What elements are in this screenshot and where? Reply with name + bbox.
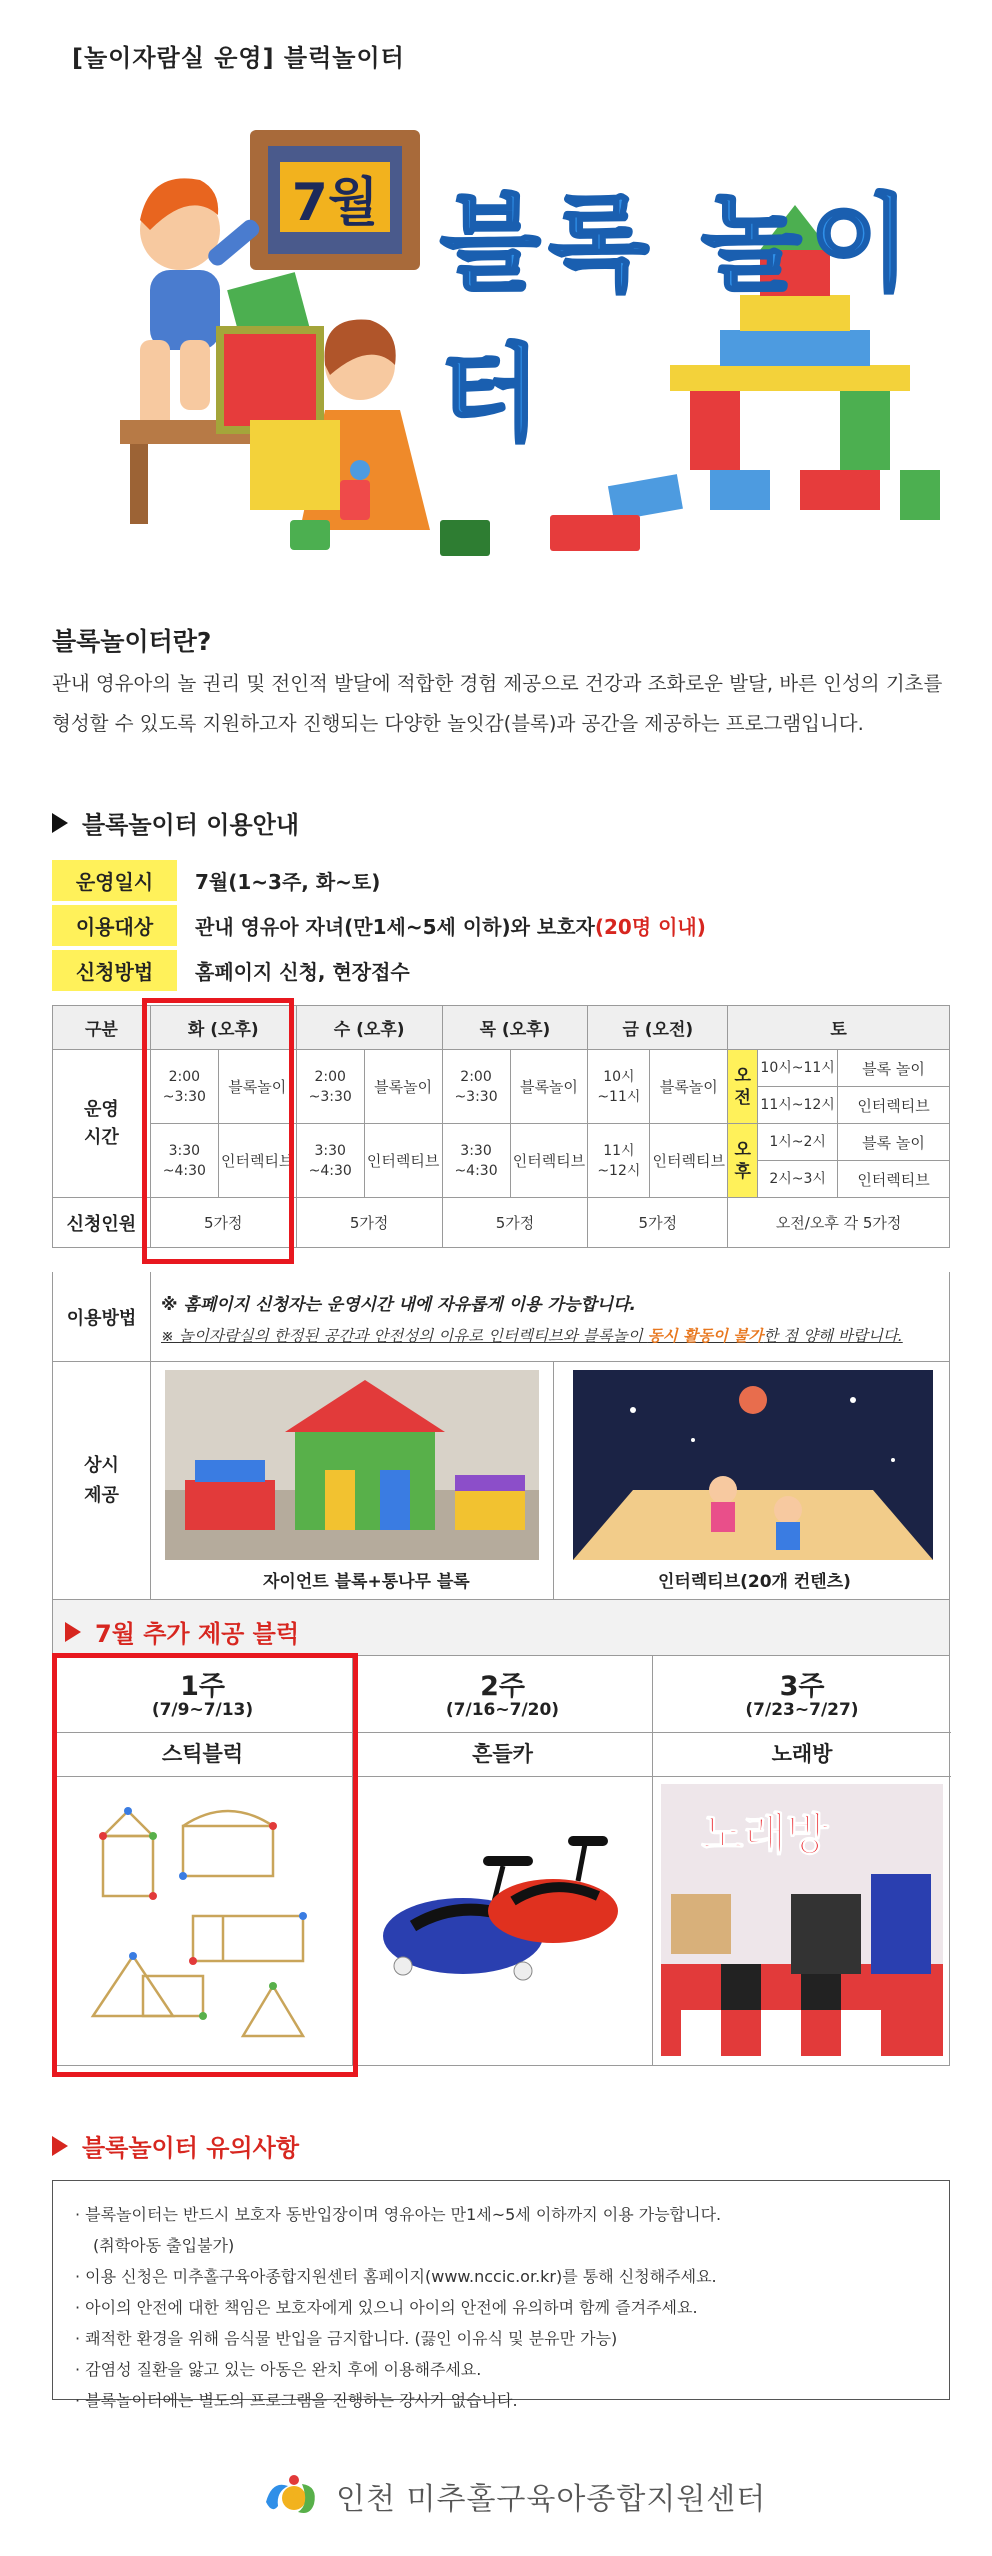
- list-item: · 블록놀이터는 반드시 보호자 동반입장이며 영유아는 만1세~5세 이하까지 이용 가능합니다.: [75, 2199, 949, 2230]
- header-cell: 수 (오후): [296, 1006, 442, 1050]
- karaoke-sign: 노래방: [701, 1809, 829, 1860]
- time-cell: 3:30 ~4:30: [296, 1124, 364, 1198]
- caution-heading: [52, 2128, 299, 2163]
- week-3-column: [653, 1656, 951, 2066]
- capacity-cell: 5가정: [296, 1198, 442, 1248]
- hero-headline: 블록 놀이터: [440, 183, 919, 455]
- info-accent: (20명 이내): [594, 915, 706, 939]
- usage-notes: [52, 1272, 950, 1362]
- guide-heading: [52, 805, 299, 840]
- week-dates: (7/9~7/13): [151, 1700, 254, 1720]
- extra-heading: [65, 1614, 299, 1649]
- info-row-apply: [52, 950, 410, 991]
- row-label: 상시 제공: [53, 1362, 151, 1599]
- activity-cell: 블록놀이: [218, 1050, 296, 1124]
- divider: [653, 1732, 951, 1733]
- time-cell: 2:00 ~3:30: [296, 1050, 364, 1124]
- guide-heading-text: 블록놀이터 이용안내: [82, 811, 300, 839]
- activity-cell: 인터렉티브: [838, 1161, 950, 1198]
- list-item: · 이용 신청은 미추홀구육아종합지원센터 홈페이지(www.nccic.or.kr)를 통해 신청해주세요.: [75, 2261, 949, 2292]
- activity-cell: 블록놀이: [364, 1050, 442, 1124]
- info-value: 7월(1~3주, 화~토): [195, 870, 381, 894]
- header-cell: 금 (오전): [588, 1006, 728, 1050]
- intro-title: 블록놀이터란?: [52, 627, 212, 656]
- week-block-name: 노래방: [771, 1742, 833, 1766]
- extra-heading-text: 7월 추가 제공 블럭: [95, 1620, 300, 1648]
- activity-cell: 인터렉티브: [650, 1124, 728, 1198]
- caution-list: [53, 2181, 949, 2416]
- list-item: · 감염성 질환을 앓고 있는 아동은 완치 후에 이용해주세요.: [75, 2354, 949, 2385]
- triangle-bullet-icon: [52, 2136, 68, 2156]
- tuesday-highlight-box: [142, 998, 294, 1264]
- time-cell: 3:30 ~4:30: [442, 1124, 510, 1198]
- activity-cell: 블록놀이: [510, 1050, 588, 1124]
- time-cell: 11시 ~12시: [588, 1124, 650, 1198]
- header-cell: 구분: [53, 1006, 151, 1050]
- activity-cell: 인터렉티브: [510, 1124, 588, 1198]
- info-value: 홈페이지 신청, 현장접수: [195, 960, 410, 984]
- time-cell: 11시~12시: [758, 1087, 838, 1124]
- time-cell: 10시~11시: [758, 1050, 838, 1087]
- activity-cell: 인터렉티브: [364, 1124, 442, 1198]
- info-row-hours: [52, 860, 380, 901]
- row-label: 운영 시간: [53, 1050, 151, 1198]
- header-cell: 목 (오후): [442, 1006, 588, 1050]
- note-highlight: 동시 활동이 불가: [647, 1327, 764, 1345]
- capacity-cell: 오전/오후 각 5가정: [728, 1198, 950, 1248]
- week-dates: (7/16~7/20): [445, 1700, 560, 1720]
- divider: [353, 1776, 652, 1777]
- divider: [653, 1776, 951, 1777]
- caution-heading-text: 블록놀이터 유의사항: [82, 2134, 300, 2162]
- week-block-name: 흔들카: [472, 1742, 533, 1766]
- usage-note: ※ 홈페이지 신청자는 운영시간 내에 자유롭게 이용 가능합니다.: [161, 1295, 636, 1315]
- capacity-cell: 5가정: [588, 1198, 728, 1248]
- week-label: 2주: [480, 1671, 525, 1702]
- capacity-cell: 5가정: [442, 1198, 588, 1248]
- time-cell: 2:00 ~3:30: [150, 1050, 218, 1124]
- week-label: 1주: [180, 1671, 225, 1702]
- time-cell: 10시 ~11시: [588, 1050, 650, 1124]
- info-value: 관내 영유아 자녀(만1세~5세 이하)와 보호자: [195, 915, 595, 939]
- note-text: 한 점 양해 바랍니다.: [763, 1327, 903, 1345]
- week-label: 3주: [779, 1671, 825, 1702]
- am-label: 오 전: [728, 1050, 758, 1124]
- time-cell: 2시~3시: [758, 1161, 838, 1198]
- footer: [258, 2472, 766, 2520]
- activity-cell: 블록놀이: [650, 1050, 728, 1124]
- giant-block-photo: [165, 1370, 539, 1560]
- interactive-photo: [573, 1370, 933, 1560]
- time-cell: 1시~2시: [758, 1124, 838, 1161]
- interactive-caption: 인터렉티브(20개 컨텐츠): [658, 1572, 851, 1592]
- list-item: (취학아동 출입불가): [93, 2236, 235, 2255]
- time-cell: 3:30 ~4:30: [150, 1124, 218, 1198]
- caution-box: [52, 2180, 950, 2410]
- capacity-cell: 5가정: [150, 1198, 296, 1248]
- intro-body: 관내 영유아의 놀 권리 및 전인적 발달에 적합한 경험 제공으로 건강과 조화로운 발달, 바른 인성의 기초를 형성할 수 있도록 지원하고자 진행되는 다양한 놀잇감(블록)과 공간을 제공하는 프로그램입니다.: [52, 672, 943, 735]
- activity-cell: 인터렉티브: [838, 1087, 950, 1124]
- always-provided: [52, 1362, 950, 1600]
- list-item: · 블록놀이터에는 별도의 프로그램을 진행하는 강사가 없습니다.: [75, 2385, 949, 2416]
- activity-cell: 블록 놀이: [838, 1124, 950, 1161]
- header-cell: 화 (오후): [150, 1006, 296, 1050]
- row-label: 이용방법: [53, 1272, 151, 1361]
- activity-cell: 인터렉티브: [218, 1124, 296, 1198]
- karaoke-photo: [661, 1784, 943, 2056]
- week-block-name: 스틱블럭: [161, 1742, 244, 1766]
- swing-car-illustration: [373, 1826, 633, 2006]
- usage-note-warning: [161, 1324, 903, 1346]
- org-name: 인천 미추홀구육아종합지원센터: [336, 2482, 767, 2517]
- note-text: ※ 놀이자람실의 한정된 공간과 안전성의 이유로 인터렉티브와 블록놀이: [161, 1327, 648, 1345]
- info-row-target: [52, 905, 706, 946]
- triangle-bullet-icon: [65, 1622, 81, 1642]
- week1-highlight-box: [52, 1653, 358, 2077]
- page-title: [놀이자람실 운영] 블럭놀이터: [72, 44, 405, 72]
- divider: [553, 1362, 554, 1599]
- month-badge: 7월: [280, 162, 390, 232]
- divider: [353, 1732, 652, 1733]
- info-label: 신청방법: [52, 950, 177, 991]
- hero-banner: [110, 120, 950, 600]
- giant-block-caption: 자이언트 블록+통나무 블록: [263, 1572, 470, 1592]
- week-2-column: [353, 1656, 653, 2066]
- center-logo-icon: [258, 2472, 322, 2520]
- info-label: 운영일시: [52, 860, 177, 901]
- info-label: 이용대상: [52, 905, 177, 946]
- header-cell: 토: [728, 1006, 950, 1050]
- list-item: · 쾌적한 환경을 위해 음식물 반입을 금지합니다. (끓인 이유식 및 분유만 가능): [75, 2323, 949, 2354]
- pm-label: 오 후: [728, 1124, 758, 1198]
- time-cell: 2:00 ~3:30: [442, 1050, 510, 1124]
- row-label: 신청인원: [53, 1198, 151, 1248]
- list-item: · 아이의 안전에 대한 책임은 보호자에게 있으니 아이의 안전에 유의하며 함께 즐겨주세요.: [75, 2292, 949, 2323]
- week-dates: (7/23~7/27): [745, 1700, 859, 1720]
- triangle-bullet-icon: [52, 813, 68, 833]
- activity-cell: 블록 놀이: [838, 1050, 950, 1087]
